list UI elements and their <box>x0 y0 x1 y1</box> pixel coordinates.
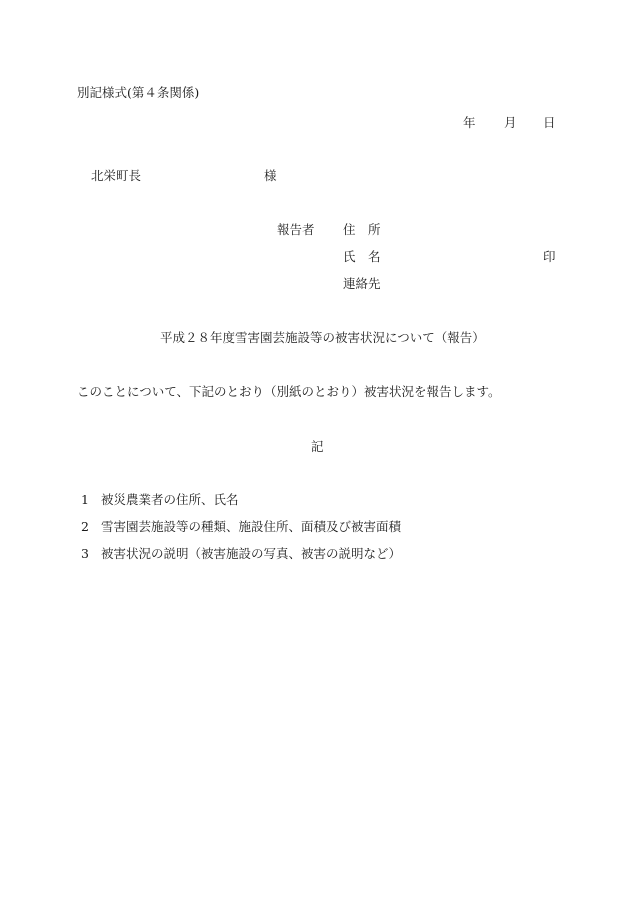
ki-heading: 記 <box>311 439 324 454</box>
seal-mark: 印 <box>543 249 556 264</box>
list-item-text: 雪害園芸施設等の種類、施設住所、面積及び被害面積 <box>101 519 402 534</box>
date-year: 年 <box>463 115 476 130</box>
list-item-text: 被害状況の説明（被害施設の写真、被害の説明など） <box>101 546 402 561</box>
name-label: 氏 名 <box>343 249 381 264</box>
list-item-number: 1 <box>81 492 89 507</box>
address-label: 住 所 <box>343 222 381 237</box>
form-label: 別記様式(第４条関係) <box>77 85 200 100</box>
addressee-honorific: 様 <box>264 168 277 183</box>
addressee-name: 北栄町長 <box>91 168 142 183</box>
body-text: このことについて、下記のとおり（別紙のとおり）被害状況を報告します。 <box>77 384 501 399</box>
contact-label: 連絡先 <box>343 276 381 291</box>
date-day: 日 <box>543 115 556 130</box>
date-month: 月 <box>504 115 517 130</box>
list-item-number: 2 <box>81 519 89 534</box>
list-item-text: 被災農業者の住所、氏名 <box>101 492 239 507</box>
list-item-number: 3 <box>81 546 89 561</box>
reporter-label: 報告者 <box>277 222 315 237</box>
report-title: 平成２８年度雪害園芸施設等の被害状況について（報告） <box>160 330 485 345</box>
